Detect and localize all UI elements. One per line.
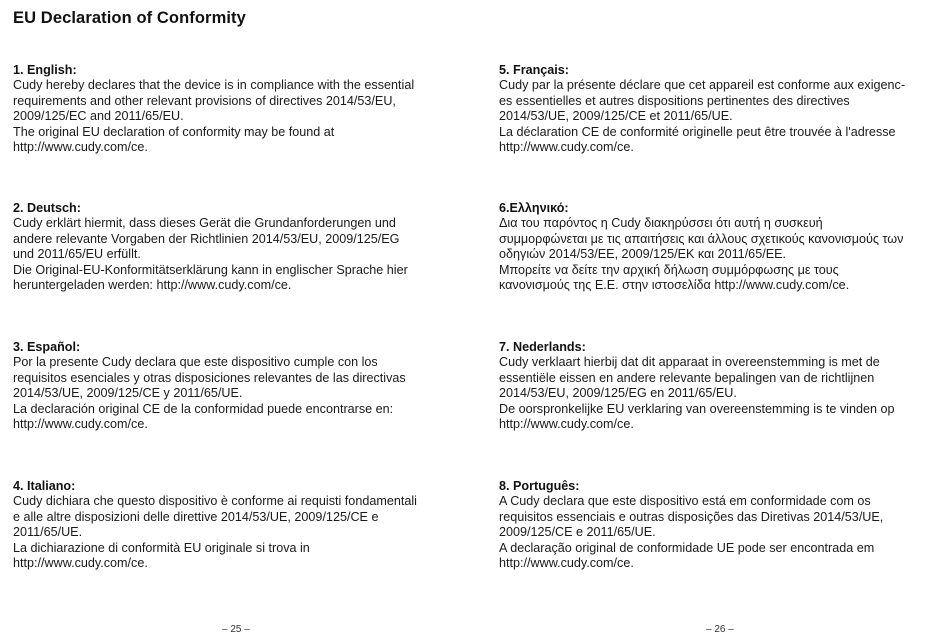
section-text-line: 2014/53/UE, 2009/125/CE y 2011/65/UE. bbox=[13, 386, 243, 401]
section-text-line: Cudy erklärt hiermit, dass dieses Gerät die Grundanforderungen und bbox=[13, 216, 396, 230]
section-english bbox=[13, 63, 458, 156]
section-heading: 3. Español: bbox=[13, 340, 81, 354]
section-text-line: Μπορείτε να δείτε την αρχική δήλωση συμμόρφωσης με τους bbox=[499, 262, 839, 277]
section-text-line: La declaración original CE de la conformidad puede encontrarse en: bbox=[13, 401, 394, 416]
section-heading: 5. Français: bbox=[499, 63, 569, 77]
section-greek bbox=[499, 201, 944, 294]
section-text-line: requisitos esenciales y otras disposiciones relevantes de las directivas bbox=[13, 370, 406, 385]
section-text-line: es essentielles et autres dispositions pertinentes des directives bbox=[499, 93, 850, 108]
section-text-line: heruntergeladen werden: http://www.cudy.com/ce. bbox=[13, 278, 292, 293]
section-text-line: συμμορφώνεται με τις απαιτήσεις και άλλους σχετικούς κανονισμούς των bbox=[499, 231, 904, 246]
section-heading: 4. Italiano: bbox=[13, 479, 76, 493]
section-text-line: Cudy hereby declares that the device is in compliance with the essential bbox=[13, 78, 415, 92]
section-text-line: 2011/65/UE. bbox=[13, 525, 83, 540]
section-text-line: http://www.cudy.com/ce. bbox=[499, 417, 634, 432]
section-text-line: Die Original-EU-Konformitätserklärung kann in englischer Sprache hier bbox=[13, 262, 408, 277]
section-text-line: Por la presente Cudy declara que este dispositivo cumple con los bbox=[13, 355, 378, 369]
section-text-line: La dichiarazione di conformità EU originale si trova in bbox=[13, 540, 310, 555]
section-heading: 1. English: bbox=[13, 63, 77, 77]
section-text-line: requirements and other relevant provisions of directives 2014/53/EU, bbox=[13, 93, 396, 108]
section-text-line: http://www.cudy.com/ce. bbox=[499, 556, 634, 571]
section-text-line: http://www.cudy.com/ce. bbox=[13, 556, 148, 571]
section-heading: 6.Ελληνικό: bbox=[499, 201, 569, 215]
section-text-line: 2009/125/EC and 2011/65/EU. bbox=[13, 109, 184, 124]
section-heading: 2. Deutsch: bbox=[13, 201, 81, 215]
section-text-line: http://www.cudy.com/ce. bbox=[13, 140, 148, 155]
section-text-line: De oorspronkelijke EU verklaring van overeenstemming is te vinden op bbox=[499, 401, 895, 416]
section-text-line: und 2011/65/EU erfüllt. bbox=[13, 247, 141, 262]
section-text-line: A Cudy declara que este dispositivo está em conformidade com os bbox=[499, 494, 871, 508]
section-francais bbox=[499, 63, 944, 156]
section-text-line: οδηγιών 2014/53/ΕΕ, 2009/125/ΕΚ και 2011/65/ΕΕ. bbox=[499, 247, 786, 262]
section-text-line: Cudy dichiara che questo dispositivo è conforme ai requisti fondamentali bbox=[13, 494, 417, 508]
section-italiano bbox=[13, 479, 458, 572]
section-text-line: A declaração original de conformidade UE pode ser encontrada em bbox=[499, 540, 875, 555]
section-text-line: essentiële eissen en andere relevante bepalingen van de richtlijnen bbox=[499, 370, 875, 385]
section-heading: 8. Português: bbox=[499, 479, 580, 493]
page-number-right: – 26 – bbox=[706, 624, 734, 635]
section-text-line: e alle altre disposizioni delle direttive 2014/53/UE, 2009/125/CE e bbox=[13, 509, 379, 524]
section-text-line: Δια του παρόντος η Cudy διακηρύσσει ότι αυτή η συσκευή bbox=[499, 216, 823, 230]
section-text-line: κανονισμούς της Ε.Ε. στην ιστοσελίδα http://www.cudy.com/ce. bbox=[499, 278, 850, 293]
section-heading: 7. Nederlands: bbox=[499, 340, 586, 354]
section-text-line: Cudy par la présente déclare que cet appareil est conforme aux exigenc- bbox=[499, 78, 906, 92]
section-deutsch bbox=[13, 201, 458, 294]
section-text-line: The original EU declaration of conformity may be found at bbox=[13, 124, 335, 139]
section-espanol bbox=[13, 340, 458, 433]
section-text-line: http://www.cudy.com/ce. bbox=[499, 140, 634, 155]
section-text-line: andere relevante Vorgaben der Richtlinien 2014/53/EU, 2009/125/EG bbox=[13, 231, 400, 246]
section-text-line: La déclaration CE de conformité originelle peut être trouvée à l'adresse bbox=[499, 124, 896, 139]
section-text-line: http://www.cudy.com/ce. bbox=[13, 417, 148, 432]
section-text-line: 2014/53/EU, 2009/125/EG en 2011/65/EU. bbox=[499, 386, 737, 401]
page-number-left: – 25 – bbox=[222, 624, 250, 635]
section-text-line: Cudy verklaart hierbij dat dit apparaat in overeenstemming is met de bbox=[499, 355, 880, 369]
section-text-line: 2014/53/UE, 2009/125/CE et 2011/65/UE. bbox=[499, 109, 733, 124]
section-text-line: 2009/125/CE e 2011/65/UE. bbox=[499, 525, 656, 540]
section-portugues bbox=[499, 479, 944, 572]
page-title: EU Declaration of Conformity bbox=[13, 9, 246, 27]
section-text-line: requisitos essenciais e outras disposições das Diretivas 2014/53/UE, bbox=[499, 509, 884, 524]
section-nederlands bbox=[499, 340, 944, 433]
